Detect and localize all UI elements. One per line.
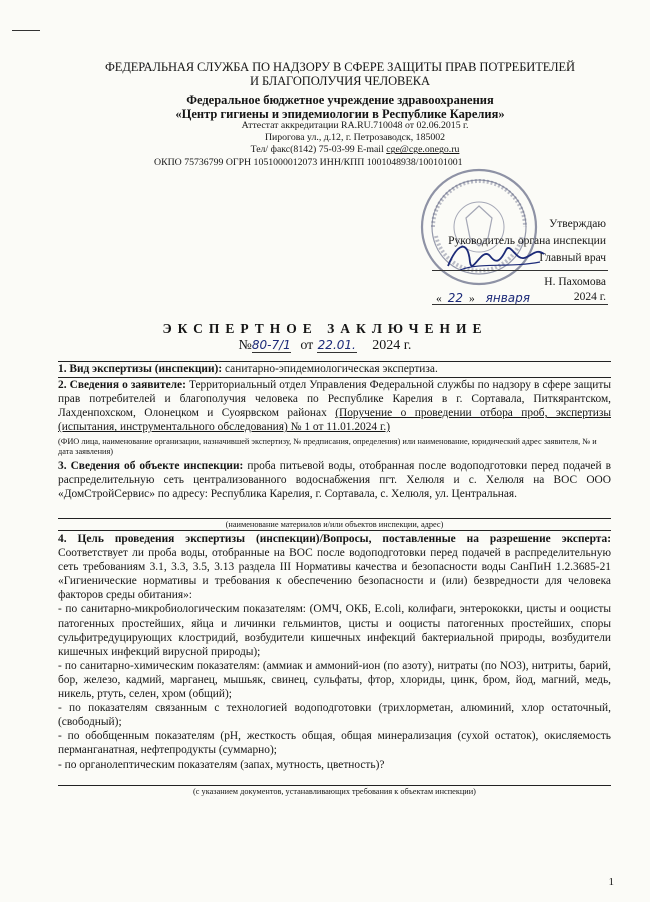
agency-header — [60, 60, 620, 88]
document-date: 22.01. — [317, 338, 356, 352]
approver-name: Н. Пахомова — [544, 276, 606, 288]
approve-label: Утверждаю — [549, 218, 606, 230]
section-2-order: (Поручение о проведении отбора проб, экспертизы (испытания, инструментального обследования) № 1 от 11.01.2024 г.) — [58, 407, 611, 434]
section-4-item-3: - по показателям связанным с технологией водоподготовки (трихлорметан, алюминий, хлор остаточный,(свободный); — [58, 702, 611, 729]
section-2-label: 2. Сведения о заявителе: — [58, 379, 186, 391]
document-number-line: №80-7/1 от 22.01. 2024 г. — [238, 338, 412, 353]
approval-year: 2024 г. — [573, 291, 606, 303]
section-1 — [58, 362, 611, 376]
section-1-label: 1. Вид экспертизы (инспекции): — [58, 363, 223, 375]
section-3-note: (наименование материалов и/или объектов инспекции, адрес) — [225, 520, 444, 529]
section-4-intro — [58, 532, 611, 602]
postal-address: Пирогова ул., д.12, г. Петрозаводск, 185002 — [264, 132, 446, 144]
section-2-text: Территориальный отдел Управления Федеральной службы по надзору в сфере защиты прав потребителей и благополучия человека по Республике Карелия в г. Сортавала, Питкярантском, Лахденпохском, Олонецком и Суоярвском районах — [58, 379, 611, 420]
document-title: ЭКСПЕРТНОЕ ЗАКЛЮЧЕНИЕ — [162, 321, 488, 336]
contacts: Тел/ факс(8142) 75-03-99 E-mail cge@cge.onego.ru — [250, 144, 460, 156]
institution-line-2: «Центр гигиены и эпидемиологии в Республике Карелия» — [175, 107, 505, 121]
approval-date: « 22 » января 2024 г. — [436, 291, 606, 305]
agency-line-2: И БЛАГОПОЛУЧИЯ ЧЕЛОВЕКА — [250, 74, 430, 88]
section-4-item-4: - по обобщенным показателям (pH, жесткость общая, общая минерализация (сухой остаток), окисляемость перманганатная, нефтепродукты (суммарно); — [58, 730, 611, 757]
approval-day: 22 — [447, 291, 464, 305]
section-3-label: 3. Сведения об объекте инспекции: — [58, 460, 244, 472]
section-4-label: 4. Цель проведения экспертизы (инспекции)/Вопросы, поставленные на разрешение эксперта: — [58, 533, 611, 545]
corner-mark — [12, 30, 40, 31]
rule-s3 — [58, 518, 611, 519]
section-2-note: (ФИО лица, наименование организации, назначившей экспертизу, № предписания, определения) или наименование, юридический адрес заявителя, № и дата заявления) — [58, 437, 597, 456]
date-underline — [432, 304, 608, 305]
section-3 — [58, 459, 611, 501]
document-year: 2024 г. — [372, 338, 412, 353]
handwritten-signature — [440, 232, 550, 280]
section-2 — [58, 378, 611, 434]
section-4 — [58, 532, 611, 772]
institution-details — [140, 120, 570, 157]
document-number: 80-7/1 — [251, 338, 291, 352]
page-number: 1 — [608, 876, 614, 888]
agency-line-1: ФЕДЕРАЛЬНАЯ СЛУЖБА ПО НАДЗОРУ В СФЕРЕ ЗАЩИТЫ ПРАВ ПОТРЕБИТЕЛЕЙ — [105, 60, 575, 74]
approver-position: Руководитель органа инспекции — [448, 235, 606, 247]
institution-line-1: Федеральное бюджетное учреждение здравоохранения — [186, 93, 494, 107]
section-3-text: проба питьевой воды, отобранная после водоподготовки перед подачей в распределительную сеть централизованного водоснабжения пгт. Хелюля и с. Хелюля на ВОС ООО «ДомСтройСервис» по адресу: Республика Карелия, г. Сортавала, с. Хелюля, ул. Центральная. — [58, 460, 611, 501]
email-link: cge@cge.onego.ru — [386, 144, 460, 156]
institution-header — [80, 93, 600, 121]
rule-s4 — [58, 785, 611, 786]
section-4-question: Соответствует ли проба воды, отобранные на ВОС после водоподготовки перед подачей в распределительную сеть требованиям 3.1, 3.3, 3.5, 3.13 раздела III Нормативы качества и безопасности воды СанПиН 1.2.3685-21 «Гигиенические нормативы и требования к обеспечению безопасности и (или) безвредности для человека факторов среды обитания»: — [58, 547, 611, 602]
accreditation: Аттестат аккредитации RA.RU.710048 от 02.06.2015 г. — [241, 120, 469, 131]
approval-month: января — [485, 291, 530, 305]
section-1-text: санитарно-эпидемиологическая экспертиза. — [222, 363, 438, 375]
rule-top-s4 — [58, 530, 611, 531]
section-4-note: (с указанием документов, устанавливающих требования к объектам инспекции) — [193, 787, 476, 796]
approver-position-2: Главный врач — [539, 252, 606, 264]
registration-codes: ОКПО 75736799 ОГРН 1051000012073 ИНН/КПП 1001048938/100101001 — [154, 157, 463, 168]
section-4-item-1: - по санитарно-микробиологическим показателям: (ОМЧ, ОКБ, E.coli, колифаги, энтерококки, цисты и ооцисты патогенных простейших, яйца и личинки гельминтов, цисты и ооцисты патогенных простейших, споры сульфитредуцирующих клостридий, возбудители кишечных инфекций бактериальной природы, возбудители кишечных инфекций вирусной природы); — [58, 603, 611, 658]
section-4-item-5: - по органолептическим показателям (запах, мутность, цветность)? — [58, 758, 385, 771]
section-4-item-2: - по санитарно-химическим показателям: (аммиак и аммоний-ион (по азоту), нитраты (по NO3), нитриты, барий, бор, железо, кадмий, марганец, мышьяк, свинец, сульфаты, фтор, хлориды, цинк, бром, йод, магний, медь, никель, ртуть, селен, хром (общий); — [58, 659, 611, 701]
